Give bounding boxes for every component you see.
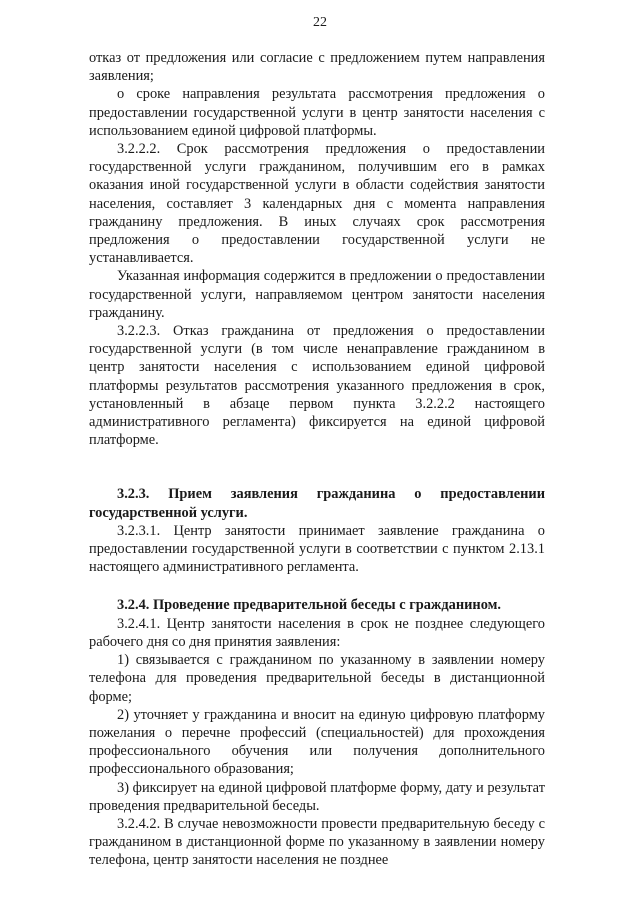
section-heading-3-2-4: 3.2.4. Проведение предварительной беседы с гражданином. — [117, 597, 502, 614]
spacer — [89, 576, 545, 596]
paragraph-3-2-2-3: 3.2.2.3. Отказ гражданина от предложения о предоставлении государственной услуги (в том числе ненаправление гражданином в центр занятости населения с использованием единой цифровой платформы результатов рассмотрения указанного предложения в срок, установленный в абзаце первом пункта 3.2.2.2 настоящего административного регламента) фиксируется на единой цифровой платформе. — [89, 323, 545, 449]
document-body — [89, 49, 545, 870]
paragraph-3-2-2-2: 3.2.2.2. Срок рассмотрения предложения о предоставлении государственной услуги гражданином, получившим его в рамках оказания иной государственной услуги в области содействия занятости населения, составляет 3 календарных дня с момента направления гражданину предложения. В иных случаях срок рассмотрения предложения о предоставлении государственной услуги не устанавливается. — [89, 141, 545, 267]
page-number: 22 — [313, 15, 327, 30]
paragraph-refusal-or-consent: отказ от предложения или согласие с предложением путем направления заявления; — [89, 50, 545, 85]
list-item-3: 3) фиксирует на единой цифровой платформе форму, дату и результат проведения предварительной беседы. — [89, 779, 545, 814]
paragraph-3-2-3-1: 3.2.3.1. Центр занятости принимает заявление гражданина о предоставлении государственной услуги в соответствии с пунктом 2.13.1 настоящего административного регламента. — [89, 522, 545, 576]
paragraph-result-deadline: о сроке направления результата рассмотрения предложения о предоставлении государственной услуги в центр занятости населения с использованием единой цифровой платформы. — [89, 86, 545, 139]
list-item-1: 1) связывается с гражданином по указанному в заявлении номеру телефона для проведения предварительной беседы в дистанционной форме; — [89, 652, 545, 705]
paragraph-3-2-4-2: 3.2.4.2. В случае невозможности провести предварительную беседу с гражданином в дистанционной форме по указанному в заявлении номеру телефона, центр занятости населения не позднее — [89, 815, 545, 869]
paragraph-3-2-4-1: 3.2.4.1. Центр занятости населения в срок не позднее следующего рабочего дня со дня принятия заявления: — [89, 615, 545, 650]
section-heading-3-2-3: 3.2.3. Прием заявления гражданина о предоставлении государственной услуги. — [89, 486, 545, 521]
list-item-2: 2) уточняет у гражданина и вносит на единую цифровую платформу пожелания о перечне профессий (специальностей) для прохождения профессионального обучения или получения дополнительного профессионального образования; — [89, 706, 545, 778]
spacer — [89, 449, 545, 485]
paragraph-information-contained: Указанная информация содержится в предложении о предоставлении государственной услуги, направляемом центром занятости населения гражданину. — [89, 268, 545, 321]
